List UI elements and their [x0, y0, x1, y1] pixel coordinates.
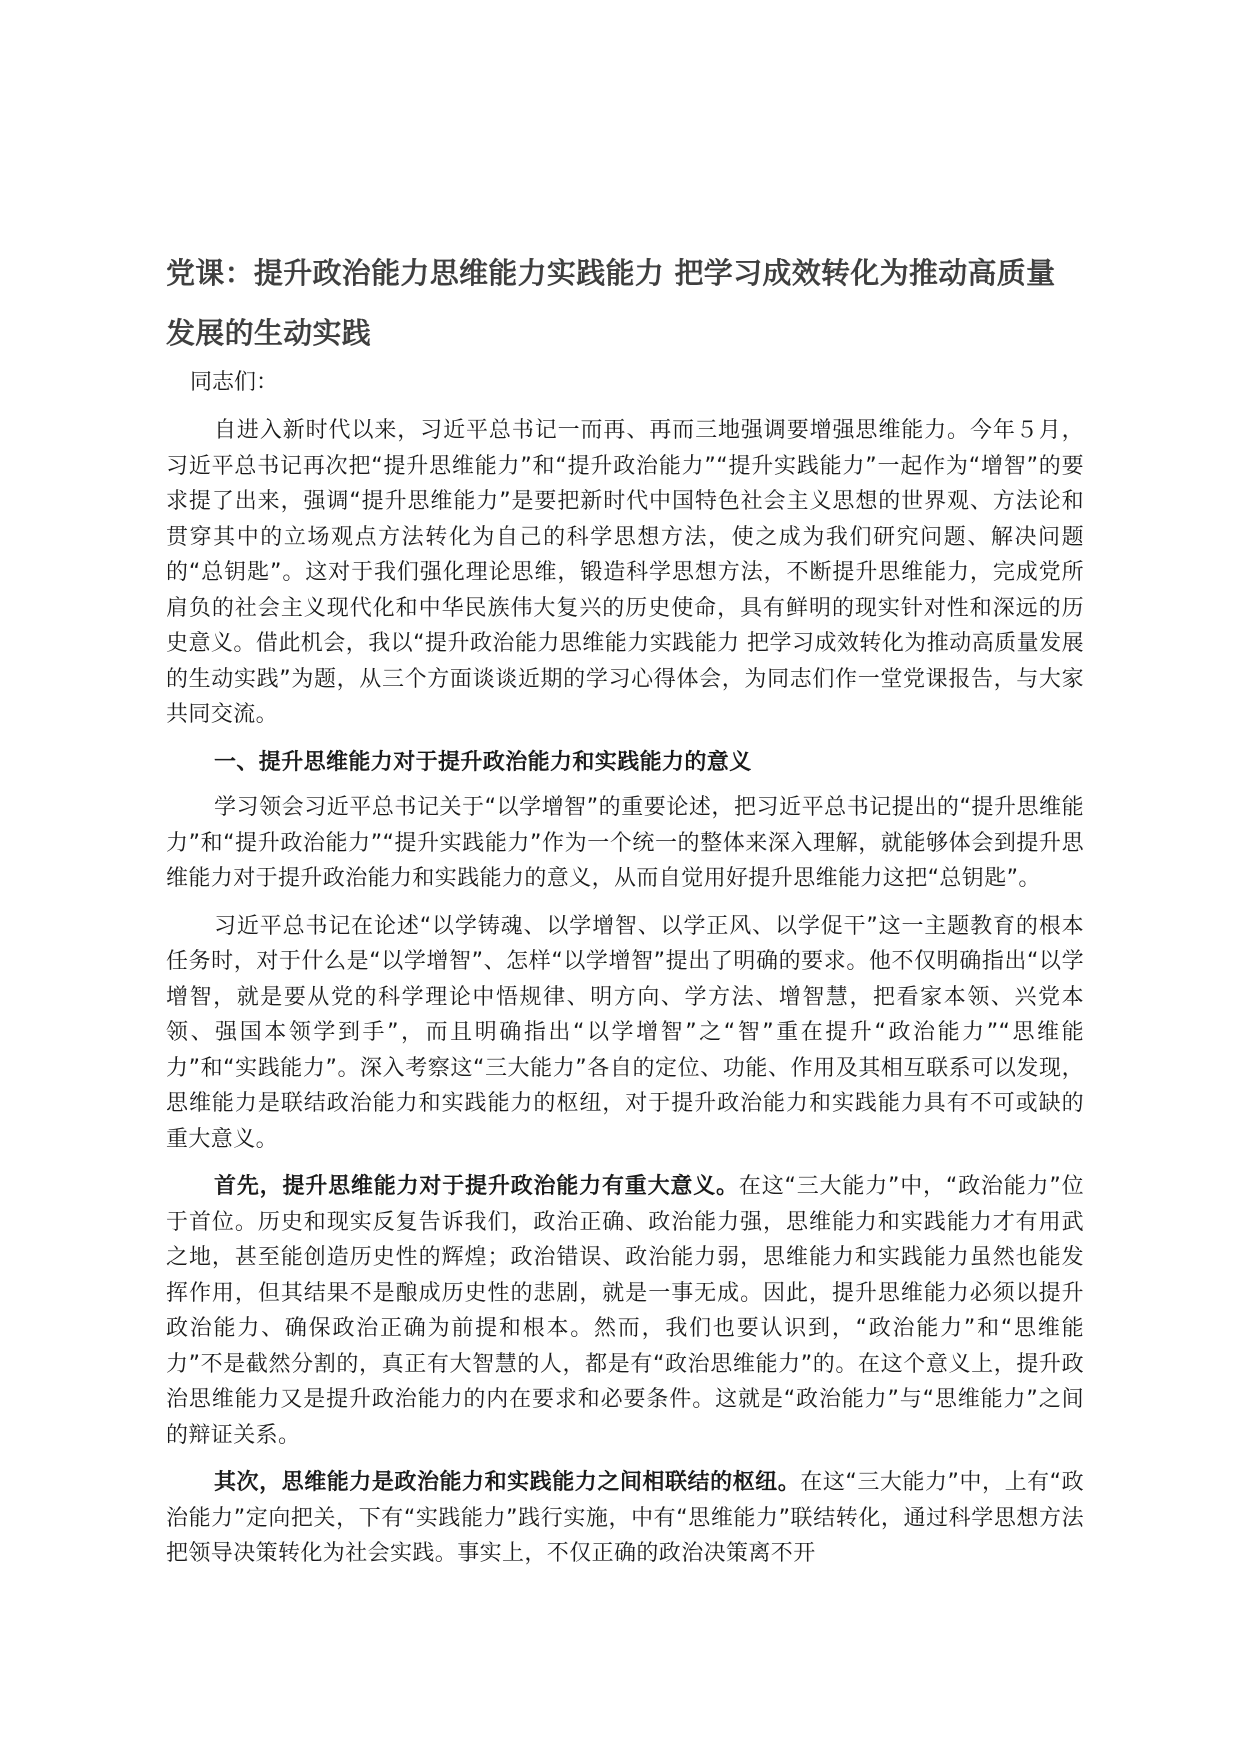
- paragraph-body-second: 在这“三大能力”中，上有“政治能力”定向把关，下有“实践能力”践行实施，中有“思维能力”联结转化，通过科学思想方法把领导决策转化为社会实践。事实上，不仅正确的政治决策离不开: [166, 1470, 1085, 1566]
- section1-paragraph-3: [166, 1169, 1084, 1453]
- paragraph-lead-second: 其次，思维能力是政治能力和实践能力之间相联结的枢纽。: [214, 1470, 801, 1495]
- paragraph-body-first: 在这“三大能力”中，“政治能力”位于首位。历史和现实反复告诉我们，政治正确、政治能力强，思维能力和实践能力才有用武之地，甚至能创造历史性的辉煌；政治错误、政治能力弱，思维能力和实践能力虽然也能发挥作用，但其结果不是酿成历史性的悲剧，就是一事无成。因此，提升思维能力必须以提升政治能力、确保政治正确为前提和根本。然而，我们也要认识到，“政治能力”和“思维能力”不是截然分割的，真正有大智慧的人，都是有“政治思维能力”的。在这个意义上，提升政治思维能力又是提升政治能力的内在要求和必要条件。这就是“政治能力”与“思维能力”之间的辩证关系。: [166, 1174, 1084, 1448]
- paragraph-lead-first: 首先，提升思维能力对于提升政治能力有重大意义。: [214, 1174, 739, 1199]
- section1-paragraph-4: [166, 1465, 1084, 1572]
- salutation: 同志们：: [190, 370, 279, 395]
- section1-paragraph-2: 习近平总书记在论述“以学铸魂、以学增智、以学正风、以学促干”这一主题教育的根本任务时，对于什么是“以学增智”、怎样“以学增智”提出了明确的要求。他不仅明确指出“以学增智，就是要从党的科学理论中悟规律、明方向、学方法、增智慧，把看家本领、兴党本领、强国本领学到手”，而且明确指出“以学增智”之“智”重在提升“政治能力”“思维能力”和“实践能力”。深入考察这“三大能力”各自的定位、功能、作用及其相互联系可以发现，思维能力是联结政治能力和实践能力的枢纽，对于提升政治能力和实践能力具有不可或缺的重大意义。: [166, 913, 1084, 1152]
- document-title: 党课：提升政治能力思维能力实践能力 把学习成效转化为推动高质量发展的生动实践: [166, 256, 1056, 350]
- document-body: [166, 243, 1084, 1584]
- intro-paragraph: 自进入新时代以来，习近平总书记一而再、再而三地强调要增强思维能力。今年５月，习近平总书记再次把“提升思维能力”和“提升政治能力”“提升实践能力”一起作为“增智”的要求提了出来，强调“提升思维能力”是要把新时代中国特色社会主义思想的世界观、方法论和贯穿其中的立场观点方法转化为自己的科学思想方法，使之成为我们研究问题、解决问题的“总钥匙”。这对于我们强化理论思维，锻造科学思想方法，不断提升思维能力，完成党所肩负的社会主义现代化和中华民族伟大复兴的历史使命，具有鲜明的现实针对性和深远的历史意义。借此机会，我以“提升政治能力思维能力实践能力 把学习成效转化为推动高质量发展的生动实践”为题，从三个方面谈谈近期的学习心得体会，为同志们作一堂党课报告，与大家共同交流。: [166, 418, 1084, 727]
- section-heading-1: 一、提升思维能力对于提升政治能力和实践能力的意义: [214, 749, 752, 775]
- section1-paragraph-1: 学习领会习近平总书记关于“以学增智”的重要论述，把习近平总书记提出的“提升思维能力”和“提升政治能力”“提升实践能力”作为一个统一的整体来深入理解，就能够体会到提升思维能力对于提升政治能力和实践能力的意义，从而自觉用好提升思维能力这把“总钥匙”。: [166, 795, 1084, 891]
